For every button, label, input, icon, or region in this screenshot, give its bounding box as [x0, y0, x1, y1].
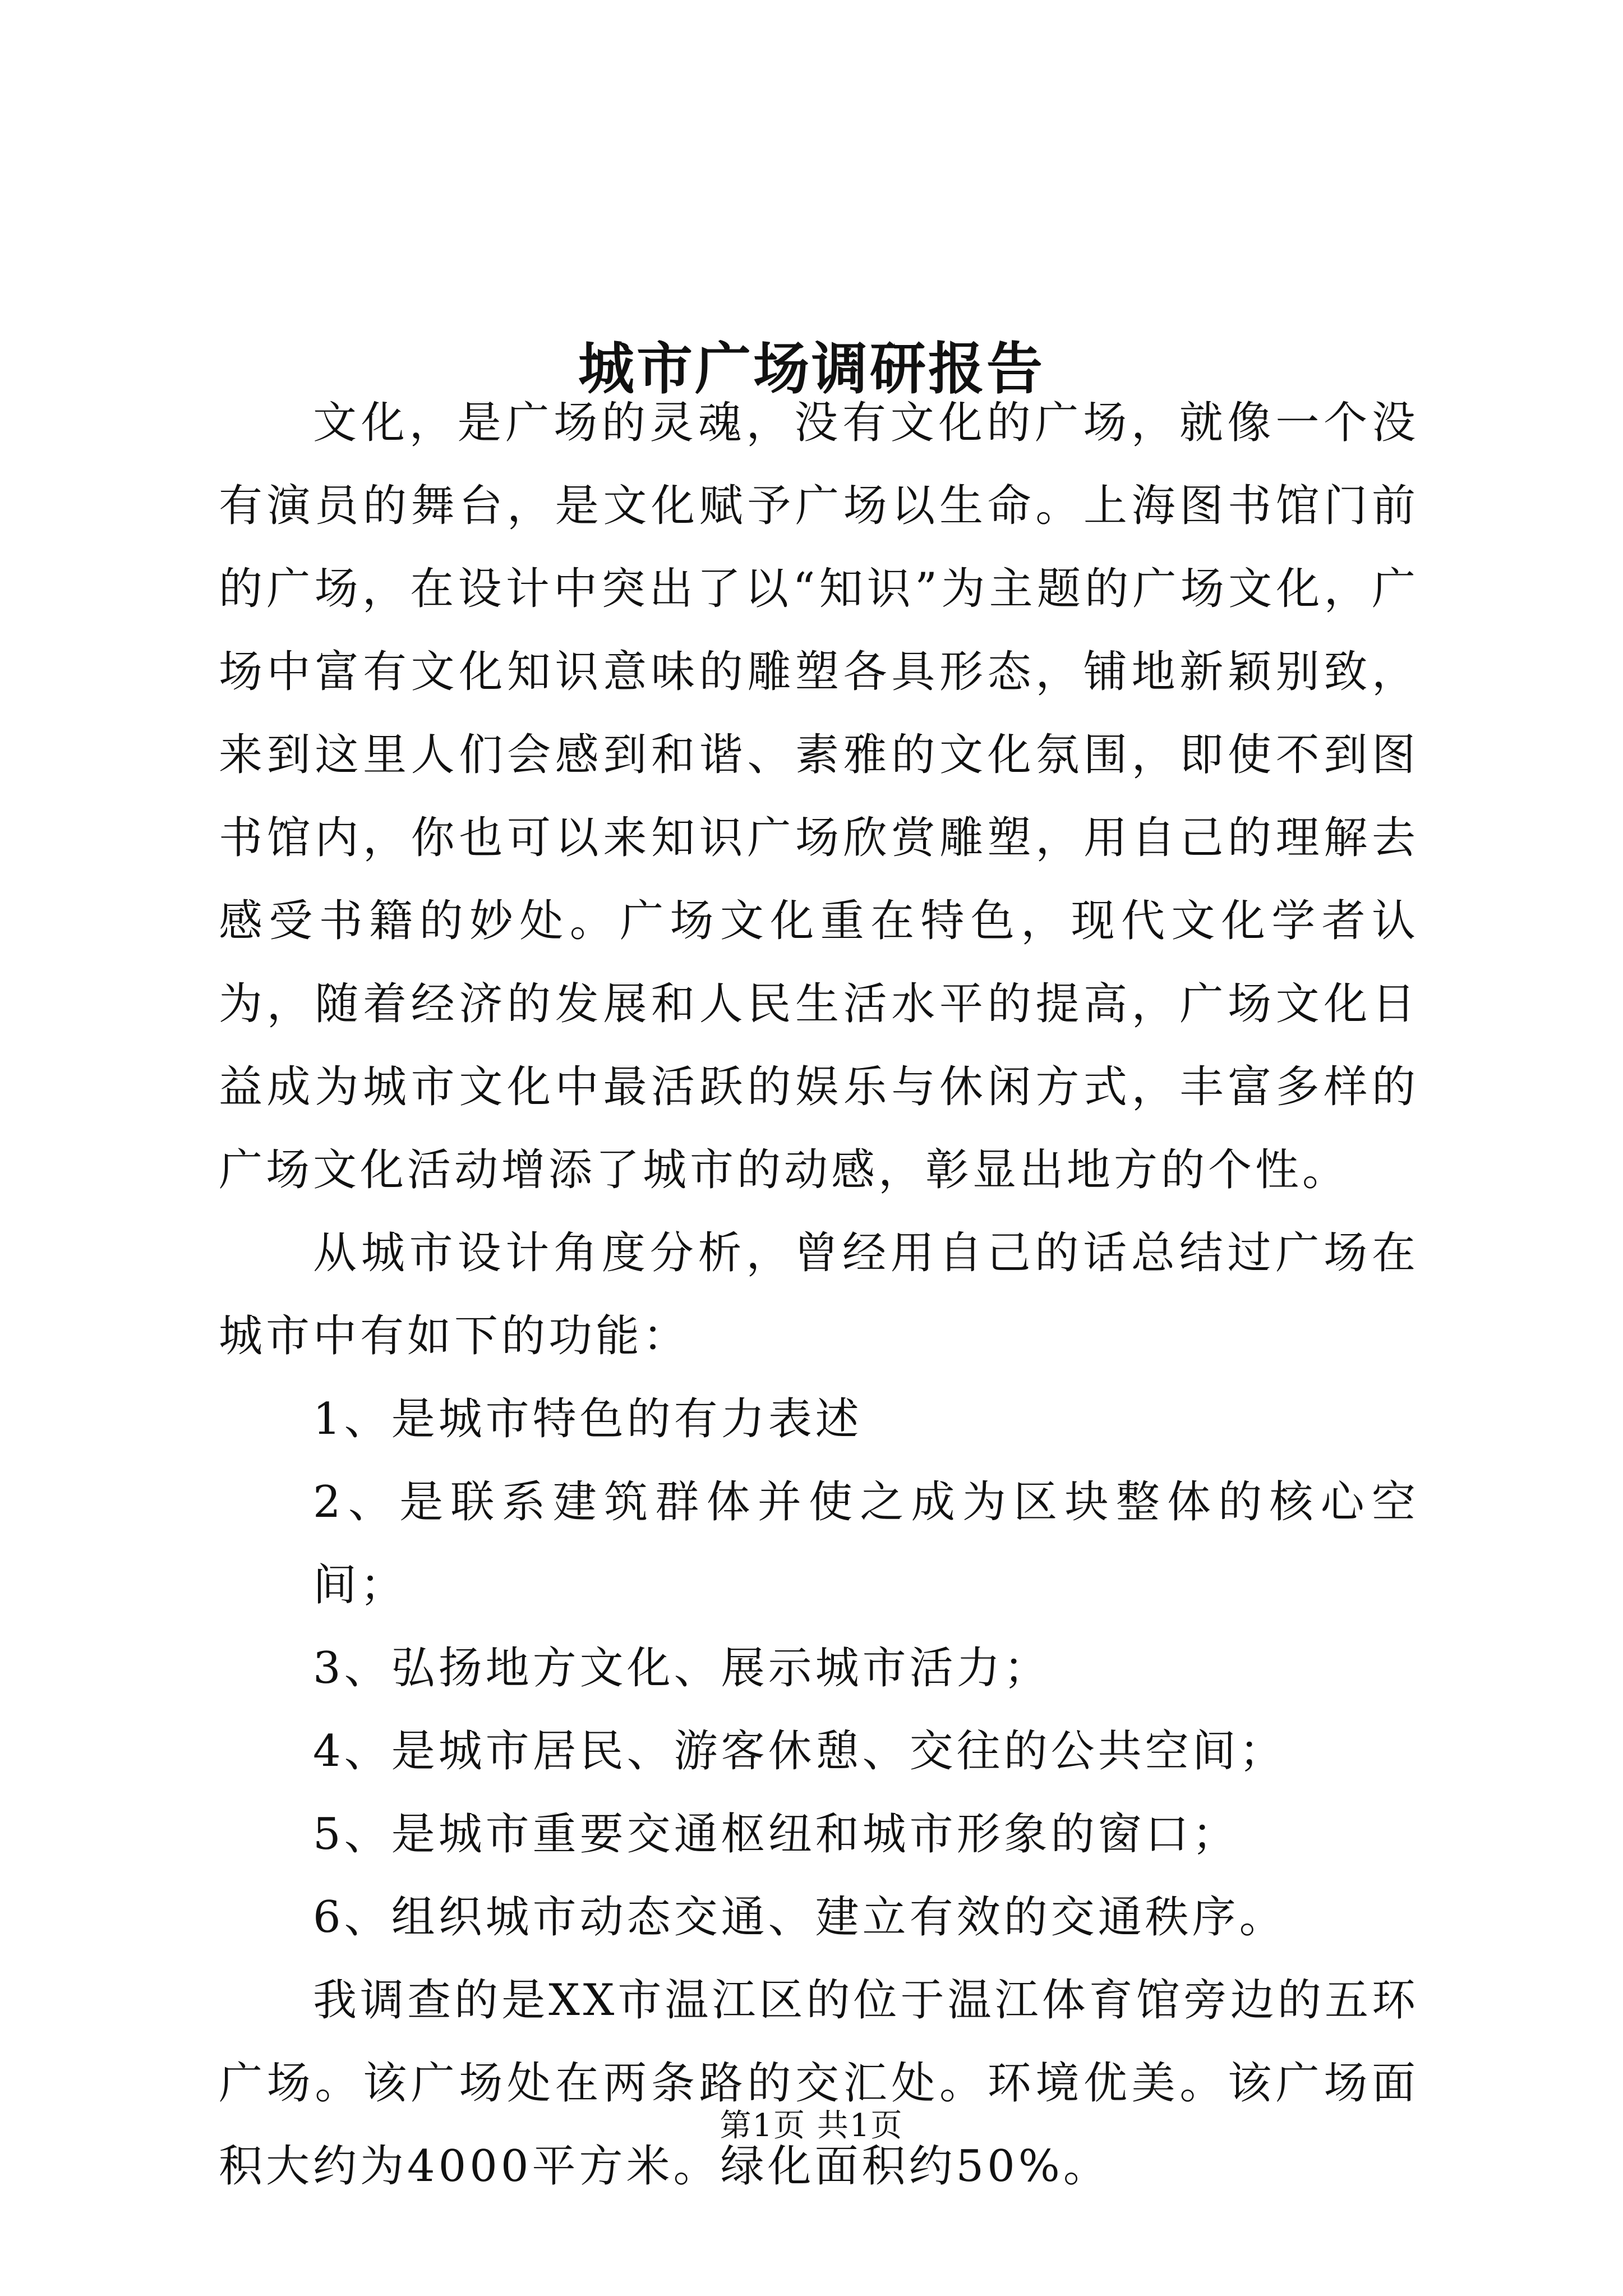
paragraph-functions-intro: 从城市设计角度分析，曾经用自己的话总结过广场在城市中有如下的功能： — [219, 1228, 1419, 1361]
list-item: 2、是联系建筑群体并使之成为区块整体的核心空间； — [313, 1477, 1419, 1611]
paragraph-culture: 文化，是广场的灵魂，没有文化的广场，就像一个没有演员的舞台，是文化赋予广场以生命。上海图书馆门前的广场，在设计中突出了以“知识”为主题的广场文化，广场中富有文化知识意味的雕塑各具形态，铺地新颖别致，来到这里人们会感到和谐、素雅的文化氛围，即使不到图书馆内，你也可以来知识广场欣赏雕塑，用自己的理解去感受书籍的妙处。广场文化重在特色，现代文化学者认为，随着经济的发展和人民生活水平的提高，广场文化日益成为城市文化中最活跃的娱乐与休闲方式，丰富多样的广场文化活动增添了城市的动感，彰显出地方的个性。 — [219, 398, 1419, 1195]
list-item: 3、弘扬地方文化、展示城市活力； — [313, 1643, 1051, 1694]
document-body — [219, 381, 1419, 2208]
list-item: 4、是城市居民、游客休憩、交往的公共空间； — [313, 1726, 1287, 1777]
page-number-footer: 第1页 共1页 — [720, 2108, 903, 2144]
functions-list — [219, 1378, 1419, 1959]
list-item: 6、组织城市动态交通、建立有效的交通秩序。 — [313, 1892, 1287, 1943]
list-item: 5、是城市重要交通枢纽和城市形象的窗口； — [313, 1809, 1239, 1860]
paragraph-survey: 我调查的是XX市温江区的位于温江体育馆旁边的五环广场。该广场处在两条路的交汇处。环境优美。该广场面积大约为4000平方米。绿化面积约50%。 — [219, 1975, 1419, 2192]
document-title: 城市广场调研报告 — [578, 335, 1045, 402]
list-item: 1、是城市特色的有力表述 — [313, 1394, 863, 1444]
